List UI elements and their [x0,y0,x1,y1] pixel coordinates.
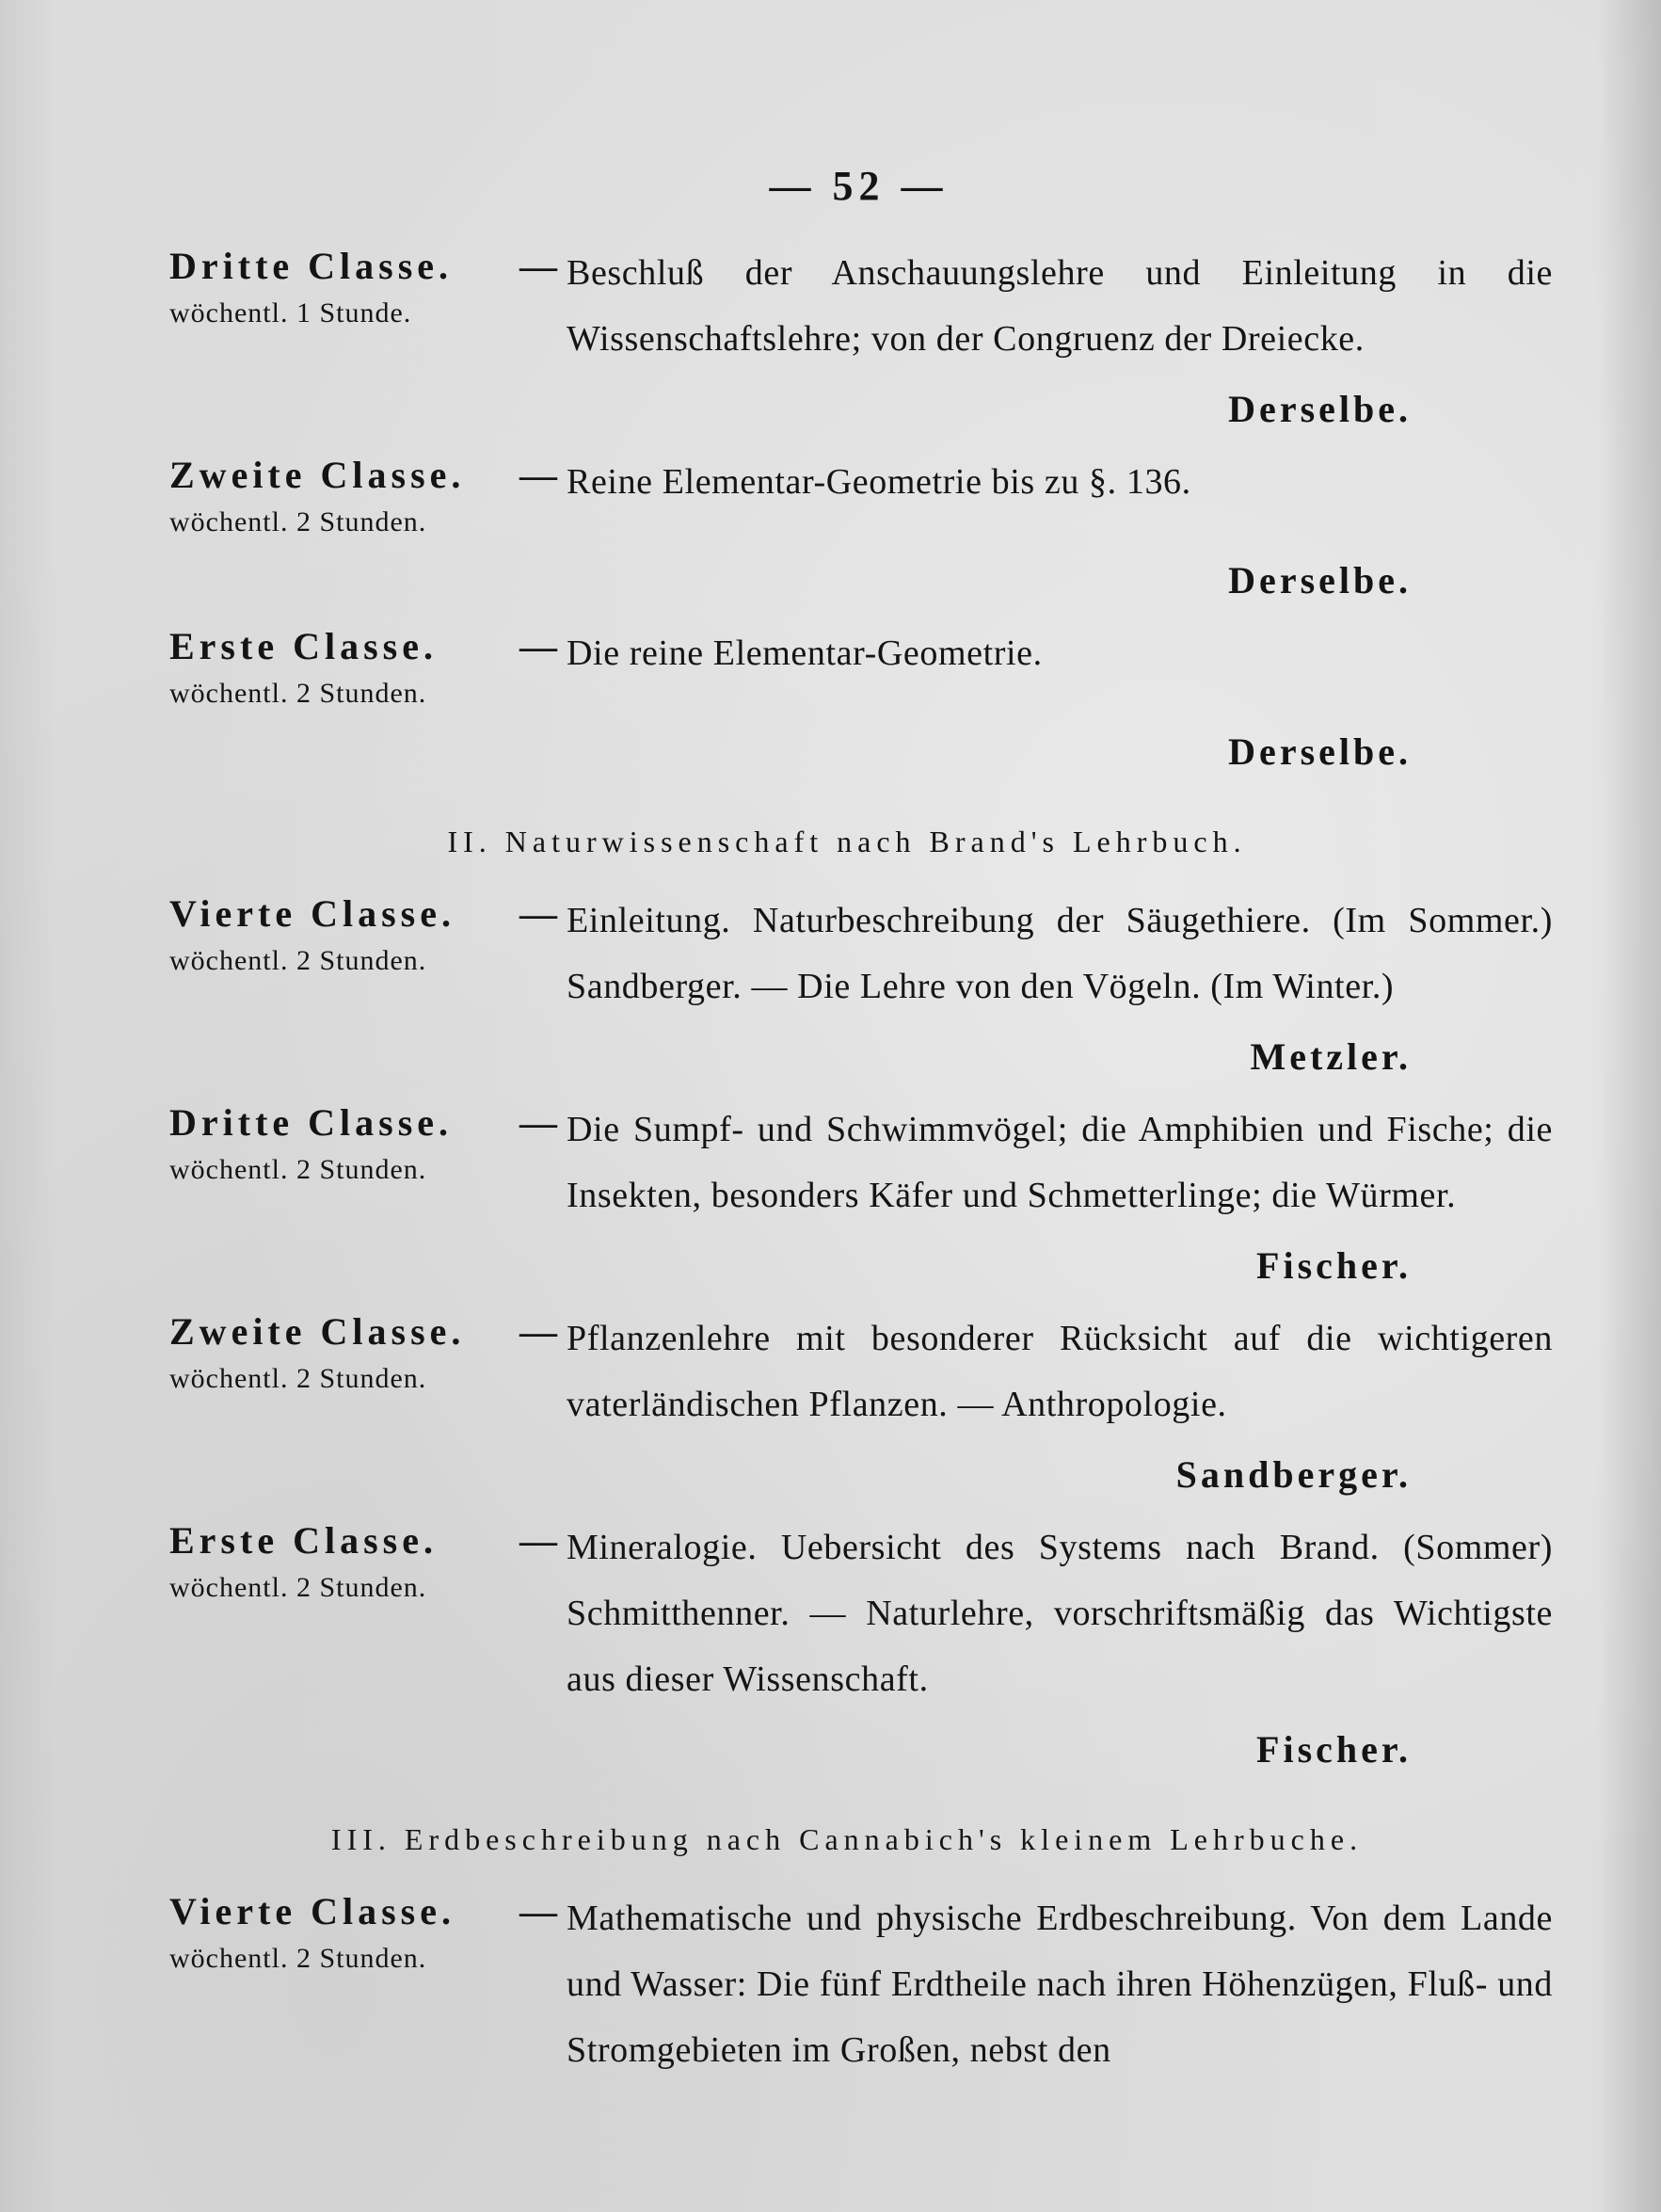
entry-label [169,240,519,372]
course-entry [169,1885,1562,2083]
entry-dash: — [519,454,557,496]
class-name: Erste Classe. [169,1519,438,1562]
weekly-hours: wöchentl. 2 Stunden. [169,678,427,709]
class-name: Dritte Classe. [169,245,454,287]
class-name: Zweite Classe. [169,1310,466,1353]
entry-dash: — [519,1310,557,1353]
course-entry [169,240,1562,372]
course-description: Die Sumpf- und Schwimmvögel; die Amphibien und Fische; die Insekten, besonders Käfer und Schmetterlinge; die Würmer. [567,1110,1553,1215]
course-description: Mineralogie. Uebersicht des Systems nach Brand. (Sommer) Schmitthenner. — Naturlehre, vorschriftsmäßig das Wichtigste aus dieser Wissenschaft. [567,1528,1553,1699]
course-description: Mathematische und physische Erdbeschreibung. Von dem Lande und Wasser: Die fünf Erdtheile nach ihren Höhenzügen, Fluß- und Stromgebieten im Großen, nebst den [567,1899,1553,2070]
weekly-hours: wöchentl. 2 Stunden. [169,1363,427,1394]
class-name: Dritte Classe. [169,1101,454,1144]
teacher-name: Fischer. [1256,1244,1412,1287]
course-entry [169,1097,1562,1228]
entry-dash: — [519,625,557,667]
course-entry [169,1306,1562,1437]
class-name: Erste Classe. [169,625,438,667]
weekly-hours: wöchentl. 2 Stunden. [169,945,427,976]
section-natural-science [169,809,1562,1784]
entry-dash: — [519,1519,557,1562]
weekly-hours: wöchentl. 2 Stunden. [169,1154,427,1185]
entry-label [169,1306,519,1437]
course-description: Beschluß der Anschauungslehre und Einleitung in die Wissenschaftslehre; von der Congruenz der Dreiecke. [567,253,1553,359]
teacher-name: Derselbe. [1228,559,1412,601]
entry-label [169,888,519,1019]
section-heading: III. Erdbeschreibung nach Cannabich's kleinem Lehrbuche. [330,1822,1364,1856]
teacher-name: Metzler. [1250,1035,1412,1078]
teacher-name: Derselbe. [1228,388,1412,430]
entry-label [169,1097,519,1228]
teacher-name: Derselbe. [1228,730,1412,773]
course-description: Pflanzenlehre mit besonderer Rücksicht auf die wichtigeren vaterländischen Pflanzen. — Anthropologie. [567,1319,1553,1424]
entry-label [169,1515,519,1712]
entry-dash: — [519,892,557,935]
entry-dash: — [519,245,557,287]
class-name: Zweite Classe. [169,454,466,496]
teacher-name: Fischer. [1256,1728,1412,1771]
course-description: Reine Elementar-Geometrie bis zu §. 136. [567,462,1191,502]
weekly-hours: wöchentl. 2 Stunden. [169,1572,427,1603]
course-entry [169,449,1562,543]
section-mathematics [169,240,1562,786]
page-content [169,240,1562,2087]
course-entry [169,620,1562,714]
teacher-name: Sandberger. [1175,1453,1412,1496]
page-number: — 52 — [769,163,949,209]
class-name: Vierte Classe. [169,1890,455,1932]
entry-dash: — [519,1101,557,1144]
course-description: Einleitung. Naturbeschreibung der Säugethiere. (Im Sommer.) Sandberger. — Die Lehre von den Vögeln. (Im Winter.) [567,901,1553,1006]
entry-label [169,449,519,543]
entry-label [169,620,519,714]
weekly-hours: wöchentl. 2 Stunden. [169,1943,427,1974]
course-entry [169,1515,1562,1712]
section-heading: II. Naturwissenschaft nach Brand's Lehrbuch. [447,825,1247,858]
course-description: Die reine Elementar-Geometrie. [567,633,1043,673]
class-name: Vierte Classe. [169,892,455,935]
weekly-hours: wöchentl. 1 Stunde. [169,297,412,329]
entry-label [169,1885,519,2083]
weekly-hours: wöchentl. 2 Stunden. [169,506,427,537]
course-entry [169,888,1562,1019]
entry-dash: — [519,1890,557,1932]
section-geography [169,1806,1562,2083]
